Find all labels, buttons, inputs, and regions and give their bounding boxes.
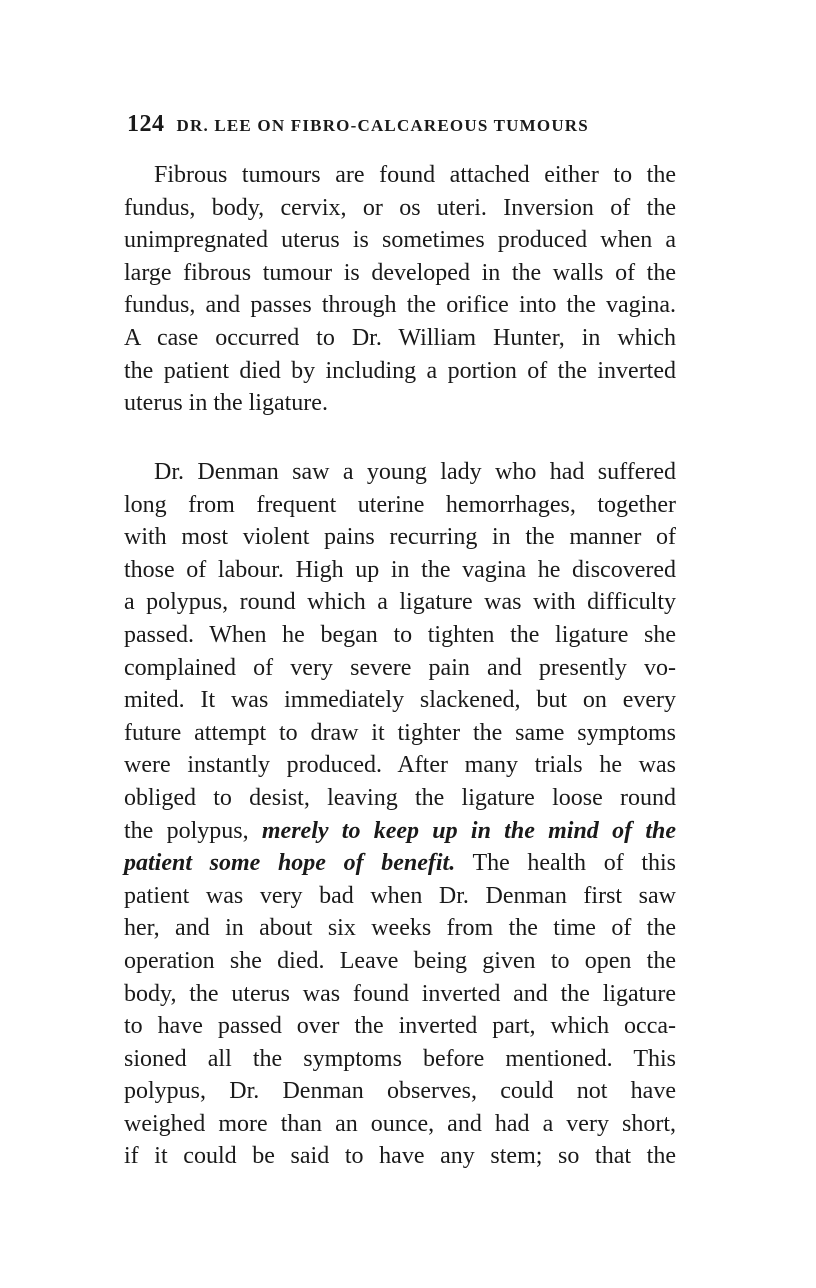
- text-line: fundus, body, cervix, or os uteri. Inversion of the: [124, 194, 676, 221]
- text-line: obliged to desist, leaving the ligature loose round: [124, 784, 676, 811]
- text-line: her, and in about six weeks from the time of the: [124, 915, 676, 942]
- text-line: polypus, Dr. Denman observes, could not have: [124, 1078, 676, 1105]
- paragraph-2: [124, 456, 676, 1173]
- text-line: patient was very bad when Dr. Denman first saw: [124, 882, 676, 909]
- paragraph-1: [124, 159, 676, 420]
- text-line: long from frequent uterine hemorrhages, together: [124, 491, 676, 518]
- running-head: DR. LEE ON FIBRO-CALCAREOUS TUMOURS: [176, 116, 589, 135]
- text-line: Dr. Denman saw a young lady who had suffered: [154, 459, 676, 485]
- text-line: weighed more than an ounce, and had a very short,: [124, 1110, 676, 1137]
- italic-text: merely to keep up in the mind of the: [261, 817, 677, 844]
- text-line: operation she died. Leave being given to open the: [124, 947, 676, 974]
- italic-text: patient some hope of benefit.: [124, 850, 456, 877]
- text-line: fundus, and passes through the orifice into the vagina.: [124, 292, 676, 319]
- text-line: were instantly produced. After many trials he was: [124, 752, 676, 779]
- text-line-mixed: [124, 815, 676, 848]
- text-line: uterus in the ligature.: [124, 390, 328, 417]
- text-line: with most violent pains recurring in the manner of: [124, 524, 676, 551]
- text-line: A case occurred to Dr. William Hunter, in which: [124, 324, 676, 351]
- text-line: unimpregnated uterus is sometimes produced when a: [124, 227, 676, 254]
- text-line: body, the uterus was found inverted and the ligature: [124, 980, 676, 1007]
- text-line: mited. It was immediately slackened, but on every: [124, 687, 676, 714]
- text-line: if it could be said to have any stem; so that the: [124, 1143, 676, 1170]
- plain-text: the polypus,: [124, 817, 262, 844]
- text-line: Fibrous tumours are found attached either to the: [154, 162, 676, 188]
- text-line: future attempt to draw it tighter the same symptoms: [124, 719, 676, 746]
- plain-text: The health of this: [455, 850, 677, 877]
- text-line: passed. When he began to tighten the ligature she: [124, 621, 676, 648]
- text-line: complained of very severe pain and presently vo-: [124, 654, 676, 681]
- text-line: large fibrous tumour is developed in the walls of the: [124, 259, 676, 286]
- text-line: to have passed over the inverted part, which occa-: [124, 1013, 676, 1040]
- text-line: a polypus, round which a ligature was with difficulty: [124, 589, 676, 616]
- page-number: 124: [127, 111, 165, 137]
- page-header: [127, 111, 687, 141]
- text-line: the patient died by including a portion of the inverted: [124, 357, 676, 384]
- text-line: those of labour. High up in the vagina he discovered: [124, 556, 676, 583]
- text-line: sioned all the symptoms before mentioned. This: [124, 1045, 676, 1072]
- text-line-mixed: [124, 847, 676, 880]
